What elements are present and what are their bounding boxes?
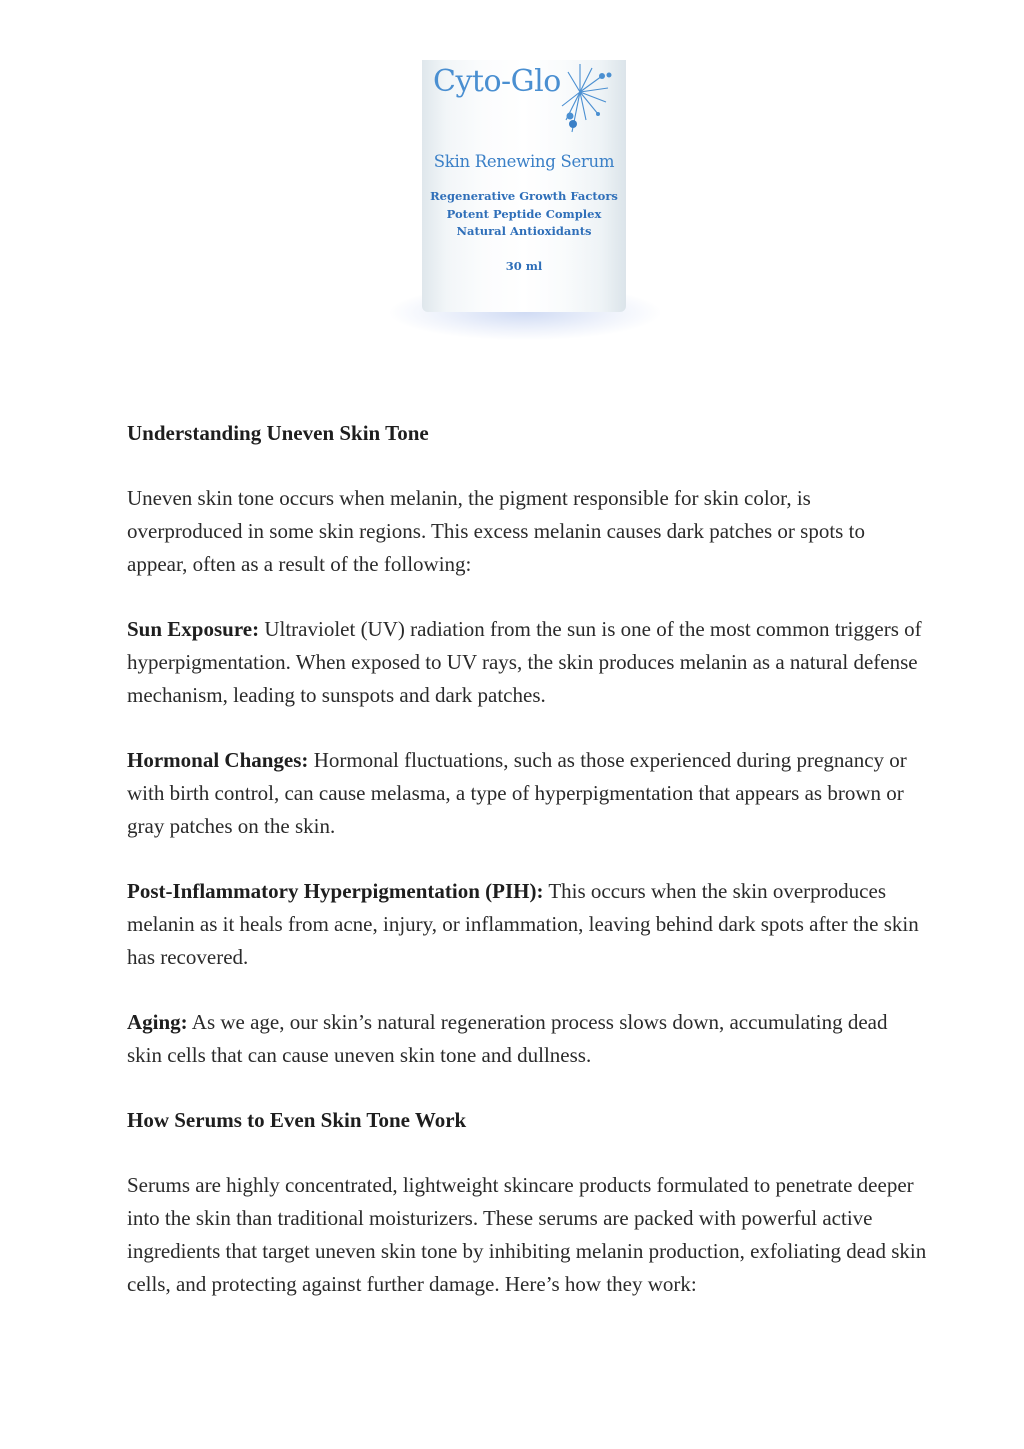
section-heading: How Serums to Even Skin Tone Work xyxy=(127,1108,467,1132)
product-image xyxy=(380,60,670,340)
cause-text: As we age, our skin’s natural regeneration process slows down, accumulating dead skin cells that can cause uneven skin tone and dullness. xyxy=(127,1010,888,1067)
cause-text: This occurs when the skin overproduces melanin as it heals from acne, injury, or inflammation, leaving behind dark spots after the skin has recovered. xyxy=(127,879,919,969)
intro-paragraph: Uneven skin tone occurs when melanin, the pigment responsible for skin color, is overproduced in some skin regions. This excess melanin causes dark patches or spots to appear, often as a result of the following: xyxy=(127,486,865,576)
cause-text: Ultraviolet (UV) radiation from the sun is one of the most common triggers of hyperpigmentation. When exposed to UV rays, the skin produces melanin as a natural defense mechanism, leading to sunspots and dark patches. xyxy=(127,617,922,707)
section-heading: Understanding Uneven Skin Tone xyxy=(127,421,429,445)
cause-term: Sun Exposure: xyxy=(127,617,260,641)
feature-line: Natural Antioxidants xyxy=(456,224,592,238)
cause-paragraph xyxy=(127,613,927,712)
sparkle-burst-icon xyxy=(558,62,616,136)
cause-text: Hormonal fluctuations, such as those experienced during pregnancy or with birth control, can cause melasma, a type of hyperpigmentation that appears as brown or gray patches on the skin. xyxy=(127,748,907,838)
cause-paragraph xyxy=(127,1006,927,1072)
cause-paragraph xyxy=(127,744,927,843)
feature-line: Regenerative Growth Factors xyxy=(430,189,618,203)
serum-name: Skin Renewing Serum xyxy=(433,152,615,171)
cause-term: Hormonal Changes: xyxy=(127,748,309,772)
cause-term: Post-Inflammatory Hyperpigmentation (PIH): xyxy=(127,879,544,903)
cause-paragraph xyxy=(127,875,927,974)
article-body xyxy=(127,417,927,1301)
serums-paragraph: Serums are highly concentrated, lightweight skincare products formulated to penetrate deeper into the skin than traditional moisturizers. These serums are packed with powerful active ingredients that target uneven skin tone by inhibiting melanin production, exfoliating dead skin cells, and protecting against further damage. Here’s how they work: xyxy=(127,1173,927,1296)
brand-logo: Cyto-Glo xyxy=(433,64,561,99)
feature-line: Potent Peptide Complex xyxy=(446,207,602,221)
cause-term: Aging: xyxy=(127,1010,188,1034)
volume-label: 30 ml xyxy=(505,259,543,273)
